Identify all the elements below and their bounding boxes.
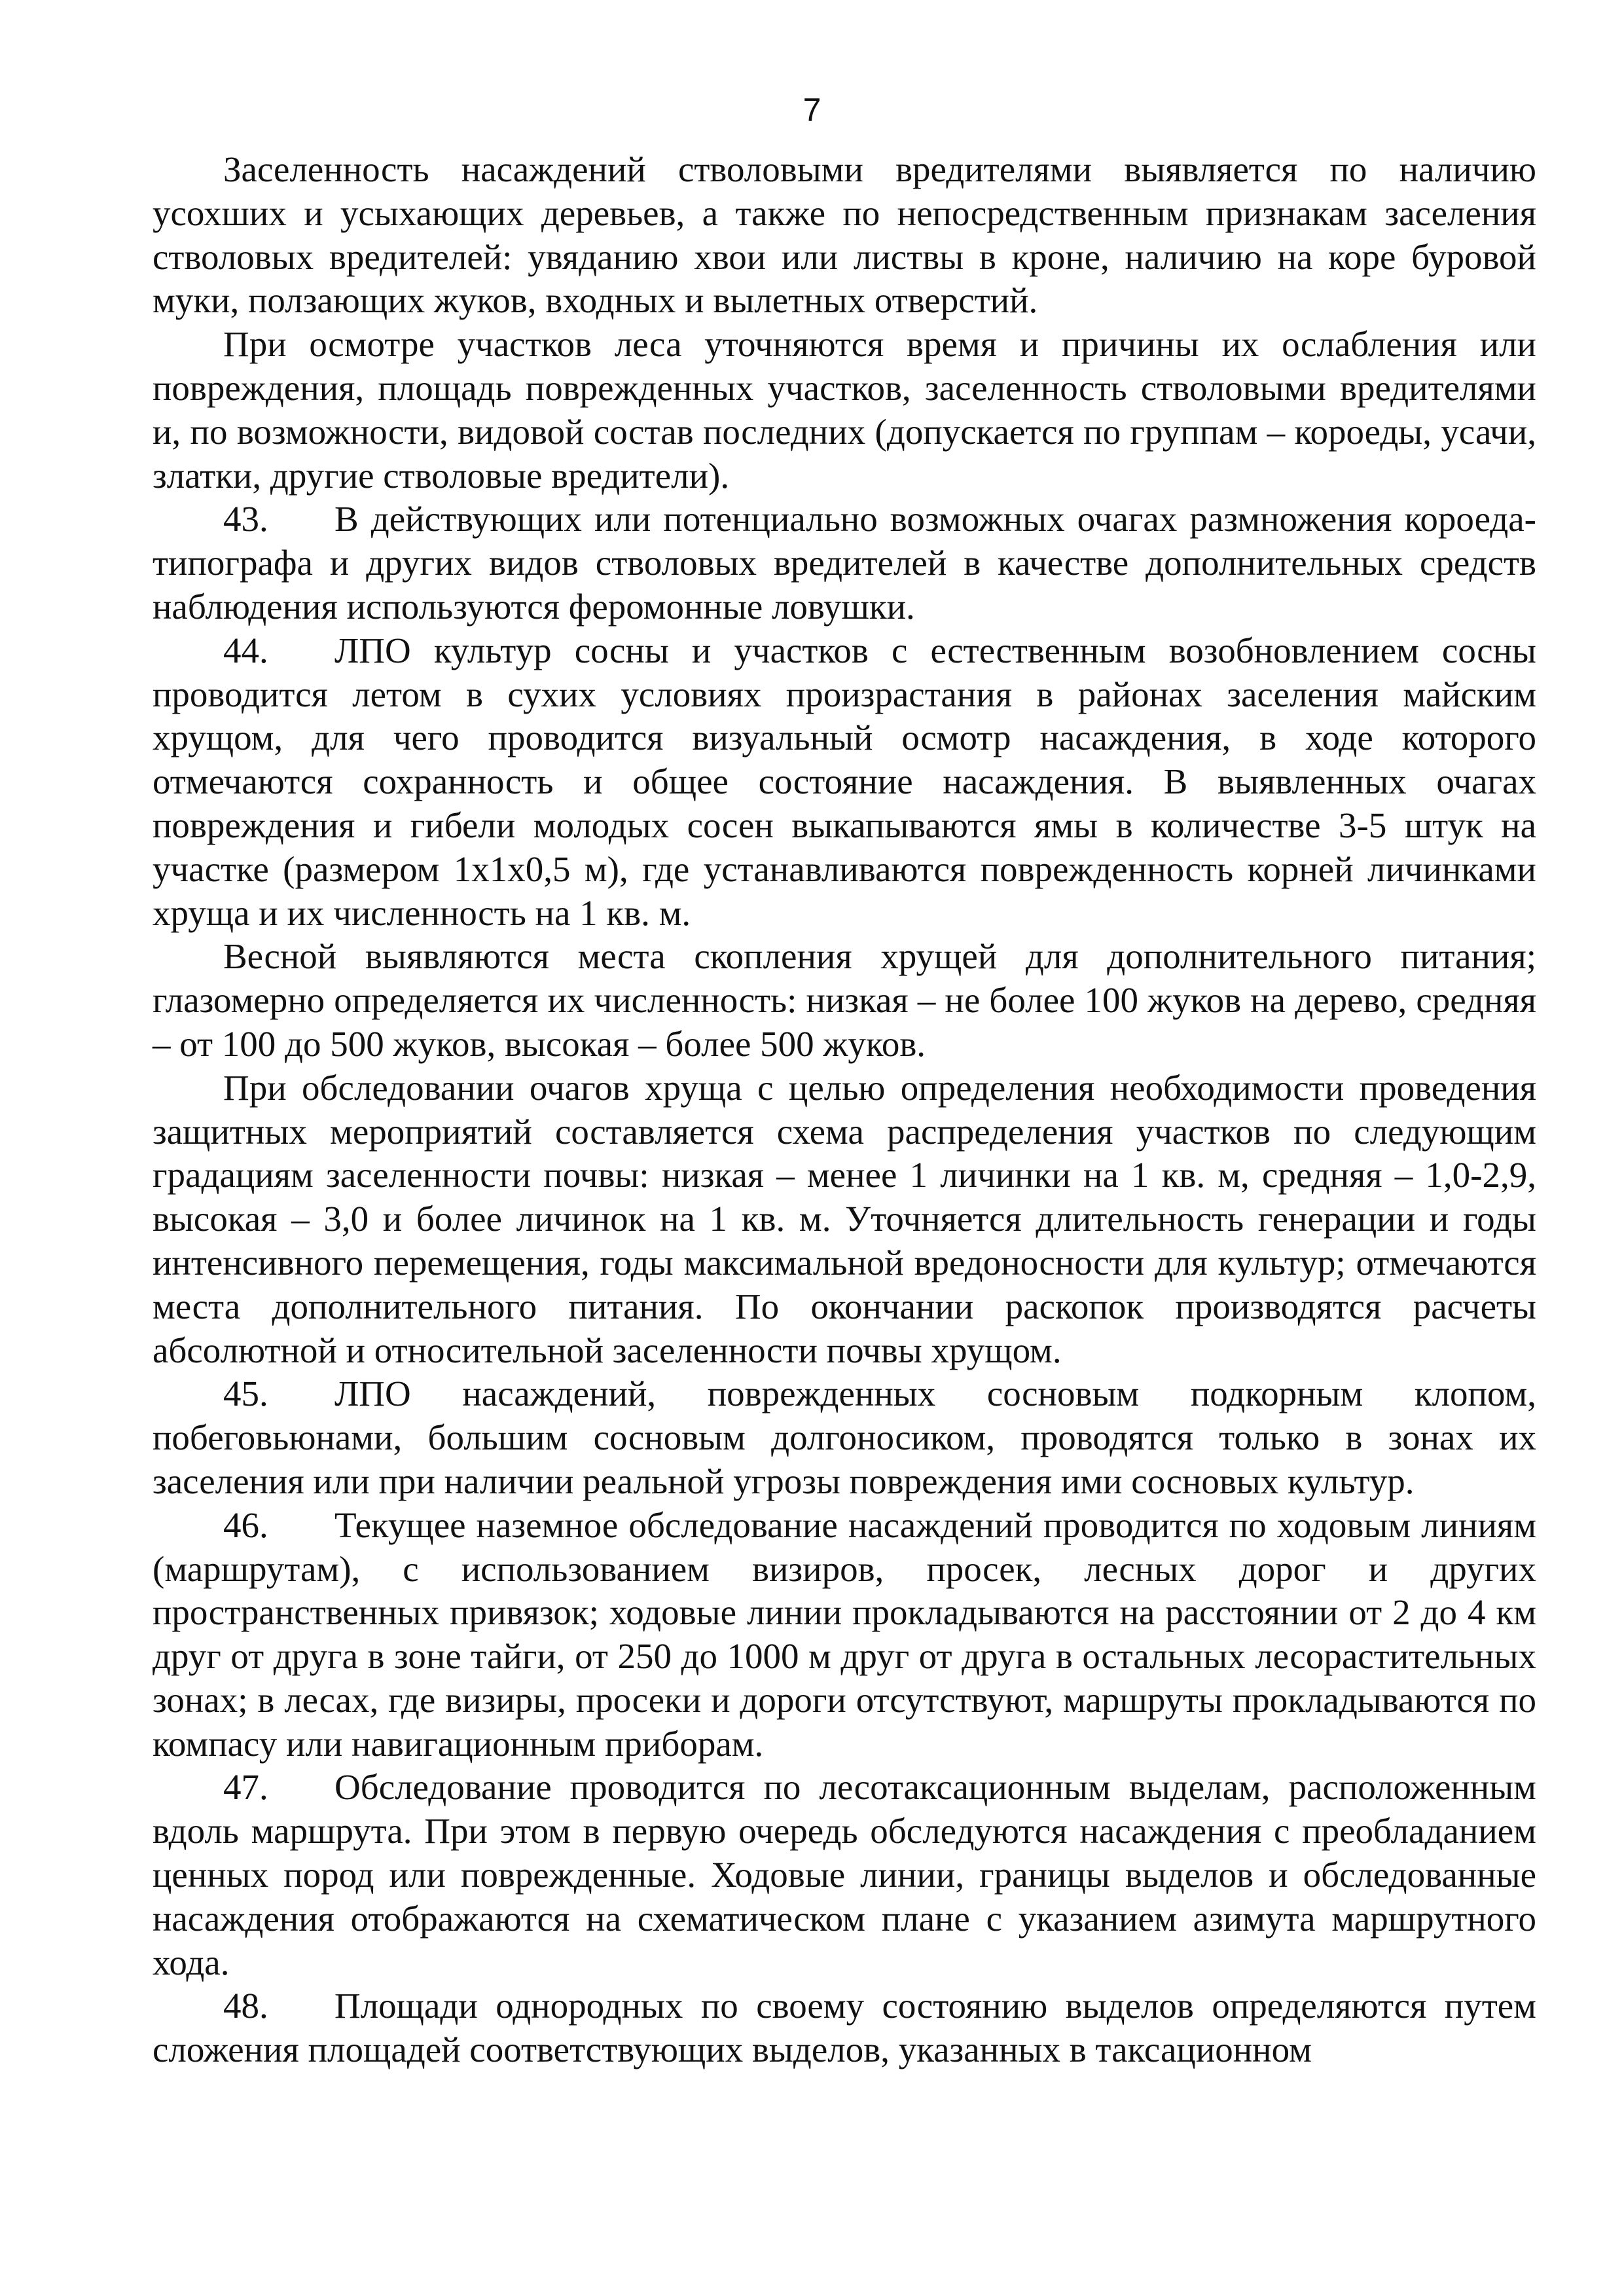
paragraph-text: При обследовании очагов хруща с целью определения необходимости проведения защитных мероприятий составляется схема распределения участков по следующим градациям заселенности почвы: низкая – менее 1 личинки на 1 кв. м, средняя – 1,0-2,9, высокая – 3,0 и более личинок на 1 кв. м. Уточняется длительность генерации и годы интенсивного перемещения, годы максимальной вредоносности для культур; отмечаются места дополнительного питания. По окончании раскопок производятся расчеты абсолютной и относительной заселенности почвы хрущом. bbox=[153, 1067, 1536, 1370]
paragraph-text: ЛПО насаждений, поврежденных сосновым подкорным клопом, побеговьюнами, большим сосновым долгоносиком, проводятся только в зонах их заселения или при наличии реальной угрозы повреждения ими сосновых культур. bbox=[153, 1374, 1536, 1501]
document-body bbox=[153, 148, 1536, 2072]
paragraph-number: 44. bbox=[223, 630, 268, 670]
paragraph bbox=[153, 323, 1536, 498]
paragraph-number: 47. bbox=[223, 1767, 268, 1808]
paragraph-number: 48. bbox=[223, 1986, 268, 2026]
paragraph bbox=[153, 1066, 1536, 1373]
paragraph-text: При осмотре участков леса уточняются время и причины их ослабления или повреждения, площадь поврежденных участков, заселенность стволовыми вредителями и, по возможности, видовой состав последних (допускается по группам – короеды, усачи, златки, другие стволовые вредители). bbox=[153, 324, 1536, 496]
paragraph-text: Текущее наземное обследование насаждений проводится по ходовым линиям (маршрутам), с использованием визиров, просек, лесных дорог и других пространственных привязок; ходовые линии прокладываются на расстоянии от 2 до 4 км друг от друга в зоне тайги, от 250 до 1000 м друг от друга в остальных лесорастительных зонах; в лесах, где визиры, просеки и дороги отсутствуют, маршруты прокладываются по компасу или навигационным приборам. bbox=[153, 1504, 1536, 1764]
numbered-paragraph-46 bbox=[153, 1504, 1536, 1766]
paragraph bbox=[153, 935, 1536, 1066]
paragraph-text: ЛПО культур сосны и участков с естественным возобновлением сосны проводится летом в сухих условиях произрастания в районах заселения майским хрущом, для чего проводится визуальный осмотр насаждения, в ходе которого отмечаются сохранность и общее состояние насаждения. В выявленных очагах повреждения и гибели молодых сосен выкапываются ямы в количестве 3-5 штук на участке (размером 1х1х0,5 м), где устанавливаются поврежденность корней личинками хруща и их численность на 1 кв. м. bbox=[153, 630, 1536, 933]
paragraph-number: 45. bbox=[223, 1374, 268, 1414]
paragraph-text: Обследование проводится по лесотаксационным выделам, расположенным вдоль маршрута. При этом в первую очередь обследуются насаждения с преобладанием ценных пород или поврежденные. Ходовые линии, границы выделов и обследованные насаждения отображаются на схематическом плане с указанием азимута маршрутного хода. bbox=[153, 1767, 1536, 1982]
page-number: 7 bbox=[803, 92, 821, 128]
paragraph-number: 43. bbox=[223, 499, 268, 539]
numbered-paragraph-43 bbox=[153, 498, 1536, 629]
paragraph-text: Площади однородных по своему состоянию выделов определяются путем сложения площадей соответствующих выделов, указанных в таксационном bbox=[153, 1986, 1536, 2070]
numbered-paragraph-44 bbox=[153, 629, 1536, 936]
paragraph-text: В действующих или потенциально возможных очагах размножения короеда-типографа и других видов стволовых вредителей в качестве дополнительных средств наблюдения используются феромонные ловушки. bbox=[153, 499, 1536, 627]
paragraph bbox=[153, 148, 1536, 323]
paragraph-number: 46. bbox=[223, 1504, 268, 1545]
numbered-paragraph-45 bbox=[153, 1372, 1536, 1503]
paragraph-text: Заселенность насаждений стволовыми вредителями выявляется по наличию усохших и усыхающих деревьев, а также по непосредственным признакам заселения стволовых вредителей: увяданию хвои или листвы в кроне, наличию на коре буровой муки, ползающих жуков, входных и вылетных отверстий. bbox=[153, 149, 1536, 321]
paragraph-text: Весной выявляются места скопления хрущей для дополнительного питания; глазомерно определяется их численность: низкая – не более 100 жуков на дерево, средняя – от 100 до 500 жуков, высокая – более 500 жуков. bbox=[153, 936, 1536, 1064]
numbered-paragraph-47 bbox=[153, 1766, 1536, 1984]
numbered-paragraph-48 bbox=[153, 1984, 1536, 2072]
